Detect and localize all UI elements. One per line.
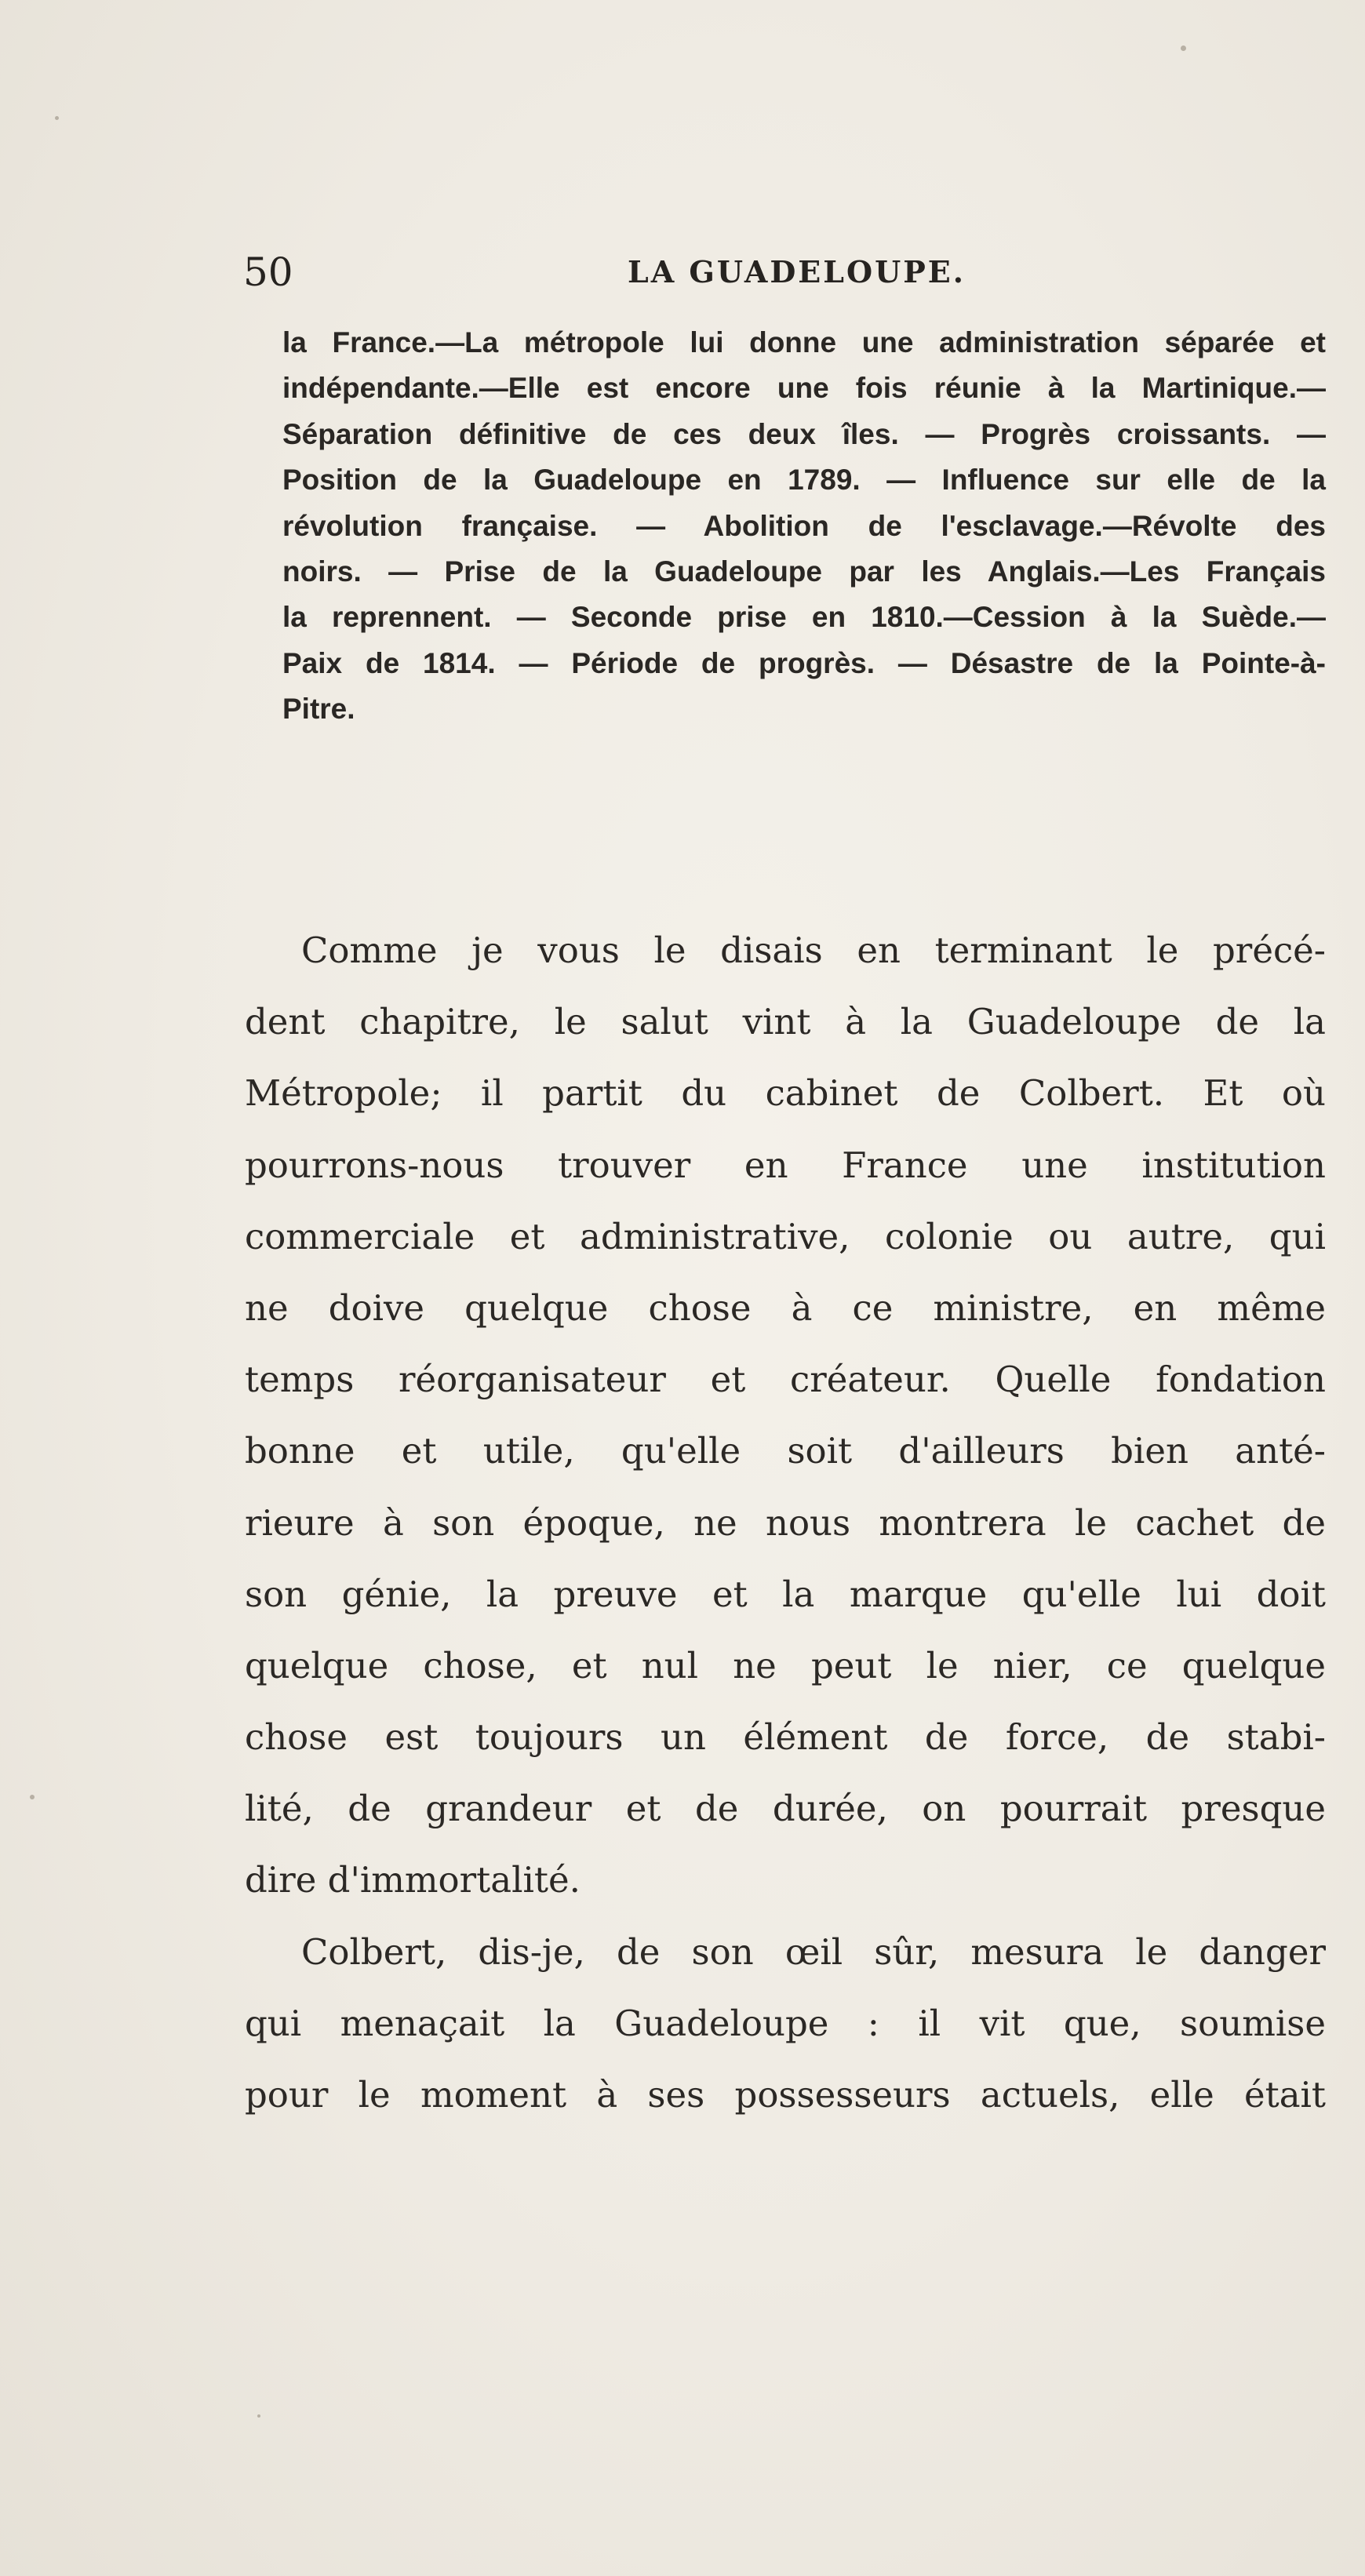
body-line: dire d'immortalité. bbox=[245, 1859, 581, 1901]
body-text bbox=[245, 915, 1326, 2130]
body-line: ne doive quelque chose à ce ministre, en même bbox=[245, 1286, 1326, 1329]
paper-speck bbox=[55, 116, 59, 120]
running-head: LA GUADELOUPE. bbox=[628, 254, 966, 289]
body-line: rieure à son époque, ne nous montrera le cachet de bbox=[245, 1501, 1326, 1544]
summary-line: Séparation définitive de ces deux îles. — Progrès croissants. — bbox=[282, 417, 1326, 450]
summary-line: noirs. — Prise de la Guadeloupe par les Anglais.—Les Français bbox=[282, 555, 1326, 588]
body-line: quelque chose, et nul ne peut le nier, ce quelque bbox=[245, 1644, 1326, 1686]
body-line: chose est toujours un élément de force, de stabi- bbox=[245, 1716, 1326, 1759]
summary-line: Pitre. bbox=[282, 693, 355, 726]
body-line: commerciale et administrative, colonie ou autre, qui bbox=[245, 1215, 1326, 1257]
body-line: Colbert, dis-je, de son œil sûr, mesura le danger bbox=[301, 1930, 1326, 1973]
summary-line: Paix de 1814. — Période de progrès. — Désastre de la Pointe-à- bbox=[282, 646, 1326, 679]
summary-line: la France.—La métropole lui donne une administration séparée et bbox=[282, 326, 1326, 358]
summary-line: indépendante.—Elle est encore une fois réunie à la Martinique.— bbox=[282, 372, 1326, 405]
body-line: pour le moment à ses possesseurs actuels, elle était bbox=[245, 2074, 1326, 2116]
summary-line: la reprennent. — Seconde prise en 1810.—Cession à la Suède.— bbox=[282, 601, 1326, 634]
body-line: temps réorganisateur et créateur. Quelle fondation bbox=[245, 1359, 1326, 1401]
body-line: qui menaçait la Guadeloupe : il vit que, soumise bbox=[245, 2002, 1326, 2044]
summary-line: révolution française. — Abolition de l'esclavage.—Révolte des bbox=[282, 509, 1326, 542]
body-line: lité, de grandeur et de durée, on pourrait presque bbox=[245, 1788, 1326, 1830]
body-line: bonne et utile, qu'elle soit d'ailleurs bien anté- bbox=[245, 1430, 1326, 1472]
paper-speck bbox=[30, 1795, 35, 1799]
body-line: pourrons-nous trouver en France une institution bbox=[245, 1144, 1326, 1186]
summary-line: Position de la Guadeloupe en 1789. — Influence sur elle de la bbox=[282, 464, 1326, 497]
body-line: dent chapitre, le salut vint à la Guadeloupe de la bbox=[245, 1001, 1326, 1043]
body-line: son génie, la preuve et la marque qu'elle lui doit bbox=[245, 1573, 1326, 1615]
chapter-summary bbox=[282, 320, 1326, 733]
body-line: Métropole; il partit du cabinet de Colbert. Et où bbox=[245, 1072, 1326, 1115]
body-line: Comme je vous le disais en terminant le précé- bbox=[301, 930, 1326, 971]
paper-speck bbox=[257, 2414, 260, 2418]
paper-speck bbox=[1181, 45, 1186, 51]
page-header bbox=[243, 245, 1326, 300]
page-number: 50 bbox=[243, 249, 293, 295]
